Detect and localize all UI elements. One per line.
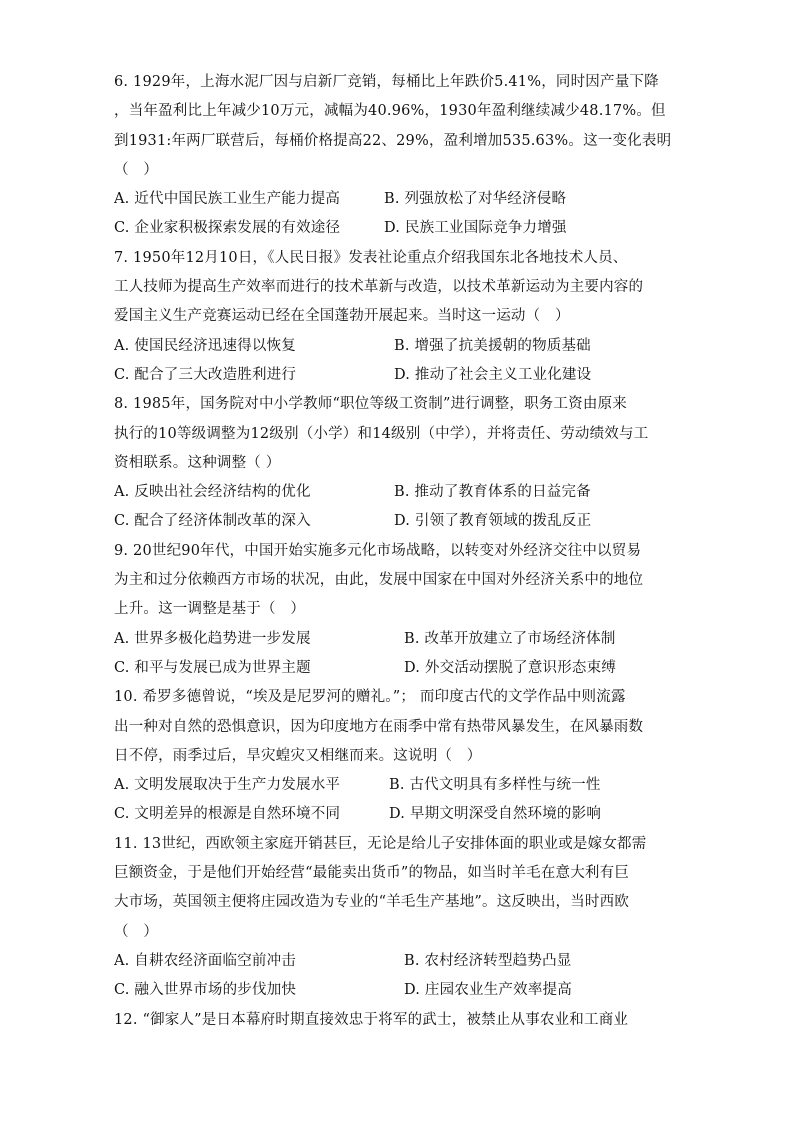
option-b: B. 古代文明具有多样性与统一性: [389, 777, 601, 794]
option-d: D. 民族工业国际竞争力增强: [384, 220, 567, 237]
option-a: A. 自耕农经济面临空前冲击: [114, 952, 296, 969]
question-8-line-2: 执行的10等级调整为12级别（小学）和14级别（中学），并将责任、劳动绩效与工: [114, 425, 649, 442]
question-8-line-1: 8. 1985年，国务院对中小学教师“职位等级工资制”进行调整，职务工资由原来: [114, 396, 627, 413]
option-c: C. 配合了三大改造胜利进行: [114, 366, 297, 383]
question-11-line-1: 11. 13世纪，西欧领主家庭开销甚巨，无论是给儿子安排体面的职业或是嫁女都需: [114, 835, 647, 852]
question-9-options-row-2: [114, 654, 706, 683]
question-8-options-row-2: [114, 507, 706, 536]
question-6-options-row-1: [114, 185, 706, 214]
option-b: B. 列强放松了对华经济侵略: [384, 191, 567, 208]
option-b: B. 增强了抗美援朝的物质基础: [394, 337, 591, 354]
question-10-line-2: 出一种对自然的恐惧意识，因为印度地方在雨季中常有热带风暴发生，在风暴雨数: [114, 718, 644, 735]
option-b: B. 推动了教育体系的日益完备: [394, 484, 591, 501]
question-12: [114, 1006, 706, 1035]
question-7: [114, 244, 706, 390]
question-6-line-1: 6. 1929年，上海水泥厂因与启新厂竞销，每桶比上年跌价5.41%，同时因产量下降: [114, 74, 659, 90]
option-a: A. 文明发展取决于生产力发展水平: [114, 777, 341, 794]
question-6-options-row-2: [114, 214, 706, 243]
option-b: B. 改革开放建立了市场经济体制: [404, 630, 616, 647]
question-11-line-3: 大市场，英国领主便将庄园改造为专业的“羊毛生产基地”。这反映出，当时西欧: [114, 894, 630, 911]
question-11-line-2: 巨额资金，于是他们开始经营“最能卖出货币”的物品，如当时羊毛在意大利有巨: [114, 865, 630, 882]
question-9-line-3: 上升。这一调整是基于（ ）: [114, 601, 306, 618]
option-a: A. 近代中国民族工业生产能力提高: [114, 191, 341, 208]
question-10-line-1: 10. 希罗多德曾说，“埃及是尼罗河的赠礼。”； 而印度古代的文学作品中则流露: [114, 689, 626, 706]
option-c: C. 文明差异的根源是自然环境不同: [114, 806, 341, 823]
question-7-options-row-1: [114, 332, 706, 361]
question-11: [114, 830, 706, 1006]
question-9-options-row-1: [114, 625, 706, 654]
question-7-line-3: 爱国主义生产竞赛运动已经在全国蓬勃开展起来。当时这一运动（ ）: [114, 308, 570, 325]
question-6: [114, 68, 706, 244]
question-8-line-3: 资相联系。这种调整（ ）: [114, 454, 281, 471]
option-b: B. 农村经济转型趋势凸显: [404, 952, 572, 969]
question-10: [114, 683, 706, 829]
question-8-options-row-1: [114, 478, 706, 507]
option-c: C. 融入世界市场的步伐加快: [114, 982, 297, 999]
question-10-options-row-1: [114, 771, 706, 800]
option-d: D. 引领了教育领域的拨乱反正: [394, 513, 592, 530]
question-7-line-1: 7. 1950年12月10日，《人民日报》发表社论重点介绍我国东北各地技术人员、: [114, 249, 628, 266]
question-6-line-4: （ ）: [114, 161, 159, 178]
option-d: D. 外交活动摆脱了意识形态束缚: [404, 659, 617, 676]
question-9-line-2: 为主和过分依赖西方市场的状况，由此，发展中国家在中国对外经济关系中的地位: [114, 572, 644, 589]
option-c: C. 和平与发展已成为世界主题: [114, 659, 311, 676]
question-list: [114, 68, 706, 1035]
option-c: C. 配合了经济体制改革的深入: [114, 513, 311, 530]
option-d: D. 早期文明深受自然环境的影响: [389, 806, 602, 823]
option-a: A. 世界多极化趋势进一步发展: [114, 630, 311, 647]
option-c: C. 企业家积极探索发展的有效途径: [114, 220, 341, 237]
question-6-line-3: 到1931:年两厂联营后，每桶价格提高22、29%，盈利增加535.63%。这一变化表明: [114, 132, 672, 149]
question-10-line-3: 日不停，雨季过后，旱灾蝗灾又相继而来。这说明（ ）: [114, 747, 482, 764]
question-6-line-2: ，当年盈利比上年减少10万元，减幅为40.96%，1930年盈利继续减少48.17%。但: [114, 103, 666, 120]
question-7-options-row-2: [114, 361, 706, 390]
question-11-line-4: （ ）: [114, 923, 159, 940]
question-9-line-1: 9. 20世纪90年代，中国开始实施多元化市场战略，以转变对外经济交往中以贸易: [114, 542, 642, 559]
option-d: D. 庄园农业生产效率提高: [404, 982, 572, 999]
question-10-options-row-2: [114, 800, 706, 829]
question-12-line-1: 12. “御家人”是日本幕府时期直接效忠于将军的武士，被禁止从事农业和工商业: [114, 1011, 629, 1028]
option-d: D. 推动了社会主义工业化建设: [394, 366, 592, 383]
question-11-options-row-2: [114, 976, 706, 1005]
question-7-line-2: 工人技师为提高生产效率而进行的技术革新与改造，以技术革新运动为主要内容的: [114, 279, 644, 296]
question-11-options-row-1: [114, 947, 706, 976]
question-8: [114, 390, 706, 536]
option-a: A. 使国民经济迅速得以恢复: [114, 337, 296, 354]
option-a: A. 反映出社会经济结构的优化: [114, 484, 311, 501]
question-9: [114, 537, 706, 683]
